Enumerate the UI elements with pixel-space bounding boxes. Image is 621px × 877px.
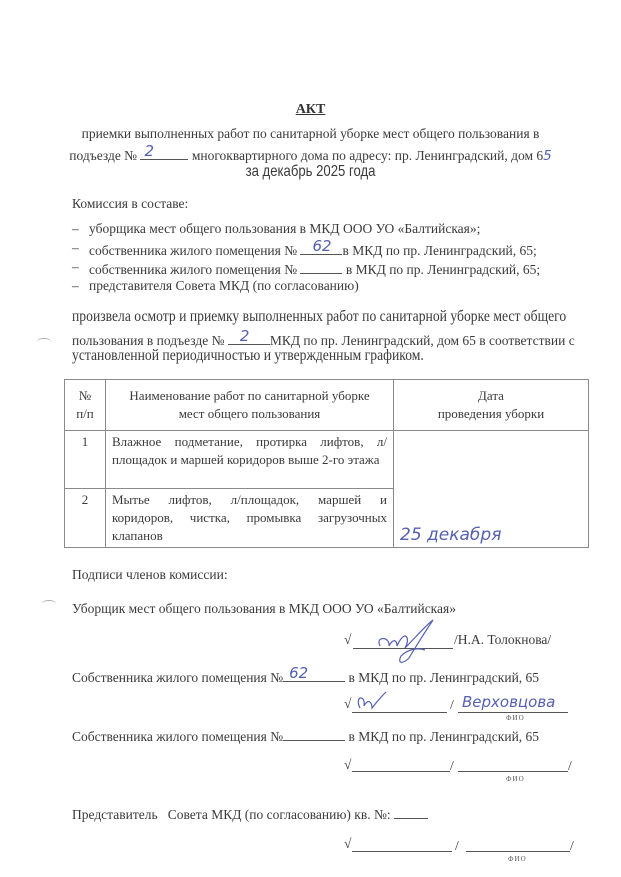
commission-heading: Комиссия в составе: [72, 196, 189, 211]
council-label [72, 804, 428, 823]
owner-1-apartment-handwritten: 62 [289, 664, 309, 682]
owner-2-name-line[interactable] [458, 771, 568, 772]
house-handwritten: 5 [543, 148, 552, 164]
works-table [64, 379, 589, 548]
header-num-line-2: п/п [76, 406, 94, 421]
owner-2-suffix: в МКД по пр. Ленинградский, 65 [348, 729, 540, 744]
period: за декабрь 2025 года [245, 163, 376, 180]
signatures-heading: Подписи членов комиссии: [72, 567, 228, 582]
row-num: 2 [65, 489, 106, 548]
date-handwritten: 25 декабря [400, 525, 502, 545]
fio-caption: ФИО [506, 775, 525, 783]
row-work-name: Мытье лифтов, л/площадок, маршей и коридоров, чистка, промывка загрузочных клапанов [106, 489, 394, 548]
header-date-line-2: проведения уборки [437, 406, 545, 421]
check-mark: √ [344, 757, 352, 772]
check-mark: √ [344, 836, 352, 851]
date-cell[interactable] [394, 431, 589, 548]
header-name-line-2: мест общего пользования [178, 406, 321, 421]
owner-2-prefix: Собственника жилого помещения № [72, 729, 284, 744]
cleaner-name: /Н.А. Толокнова/ [454, 632, 552, 647]
slash: / [568, 758, 572, 773]
subtitle-prefix: подъезде № [69, 148, 138, 163]
owner-1-prefix: Собственника жилого помещения № [72, 670, 284, 685]
cleaner-signature-icon [375, 618, 445, 666]
cleaner-label: Уборщик мест общего пользования в МКД ООО УО «Балтийская» [72, 601, 456, 616]
statement-entrance-handwritten: 2 [239, 327, 250, 345]
council-apartment-field[interactable] [394, 804, 428, 819]
commission-member-3 [89, 259, 540, 278]
bullet-dash: – [72, 221, 79, 236]
subtitle-line-2 [0, 142, 621, 164]
slash: / [570, 838, 574, 853]
owner-2-apartment-field[interactable] [283, 726, 345, 741]
margin-mark [37, 338, 51, 345]
row-work-name: Влажное подметание, протирка лифтов, л/площадок и маршей коридоров выше 2-го этажа [106, 431, 394, 489]
owner-1-apartment-field[interactable] [283, 664, 345, 682]
fio-caption: ФИО [506, 714, 525, 722]
owner-1-name-line[interactable] [458, 712, 568, 713]
owner-1-label [72, 664, 540, 686]
entrance-field[interactable] [140, 142, 188, 160]
check-mark: √ [344, 632, 352, 647]
check-mark: √ [344, 696, 352, 711]
header-num [65, 380, 106, 431]
entrance-handwritten: 2 [144, 142, 154, 160]
subtitle-suffix: многоквартирного дома по адресу: пр. Ленинградский, дом 6 [191, 148, 544, 163]
subtitle-line-1: приемки выполненных работ по санитарной уборке мест общего пользования в [81, 126, 540, 141]
slash: / [450, 697, 454, 712]
member-3-suffix: в МКД по пр. Ленинградский, 65; [345, 262, 541, 277]
slash: / [455, 838, 459, 853]
owner-2-signature-line[interactable] [352, 771, 450, 772]
statement-entrance-field[interactable] [228, 327, 270, 345]
commission-member-1: уборщика мест общего пользования в МКД ООО УО «Балтийская»; [89, 221, 481, 236]
header-date [394, 380, 589, 431]
member-3-prefix: собственника жилого помещения № [89, 262, 298, 277]
bullet-dash: – [72, 240, 79, 255]
header-num-line-1: № [78, 388, 92, 403]
council-label-text: Представитель Совета МКД (по согласованию) кв. №: [72, 807, 391, 822]
member-2-suffix: в МКД по пр. Ленинградский, 65; [342, 243, 537, 258]
statement-line-1: произвела осмотр и приемку выполненных работ по санитарной уборке мест общего [72, 308, 567, 325]
fio-caption: ФИО [508, 855, 527, 863]
commission-member-2 [89, 237, 537, 259]
council-name-line[interactable] [466, 851, 570, 852]
header-name-line-1: Наименование работ по санитарной уборке [129, 388, 370, 403]
margin-mark [42, 600, 56, 607]
statement-suffix: МКД по пр. Ленинградский, дом 65 в соответствии с [269, 333, 575, 348]
owner-1-name-handwritten: Верховцова [462, 693, 556, 711]
member-2-apartment-handwritten: 62 [312, 237, 332, 255]
council-signature-line[interactable] [352, 851, 452, 852]
member-3-apartment-field[interactable] [300, 259, 342, 274]
owner-1-signature-icon [352, 688, 392, 718]
commission-member-4: представителя Совета МКД (по согласованию) [89, 278, 359, 293]
document-title: АКТ [295, 102, 326, 117]
owner-2-label [72, 726, 539, 745]
header-name [106, 380, 394, 431]
table-header-row [65, 380, 589, 431]
member-2-apartment-field[interactable] [300, 237, 342, 255]
member-2-prefix: собственника жилого помещения № [89, 243, 298, 258]
bullet-dash: – [72, 278, 79, 293]
row-num: 1 [65, 431, 106, 489]
owner-1-suffix: в МКД по пр. Ленинградский, 65 [348, 670, 540, 685]
slash: / [450, 758, 454, 773]
header-date-line-1: Дата [478, 388, 504, 403]
bullet-dash: – [72, 259, 79, 274]
statement-prefix: пользования в подъезде № [72, 333, 225, 348]
statement-line-3: установленной периодичностью и утвержденным графиком. [72, 347, 424, 364]
table-row [65, 431, 589, 489]
